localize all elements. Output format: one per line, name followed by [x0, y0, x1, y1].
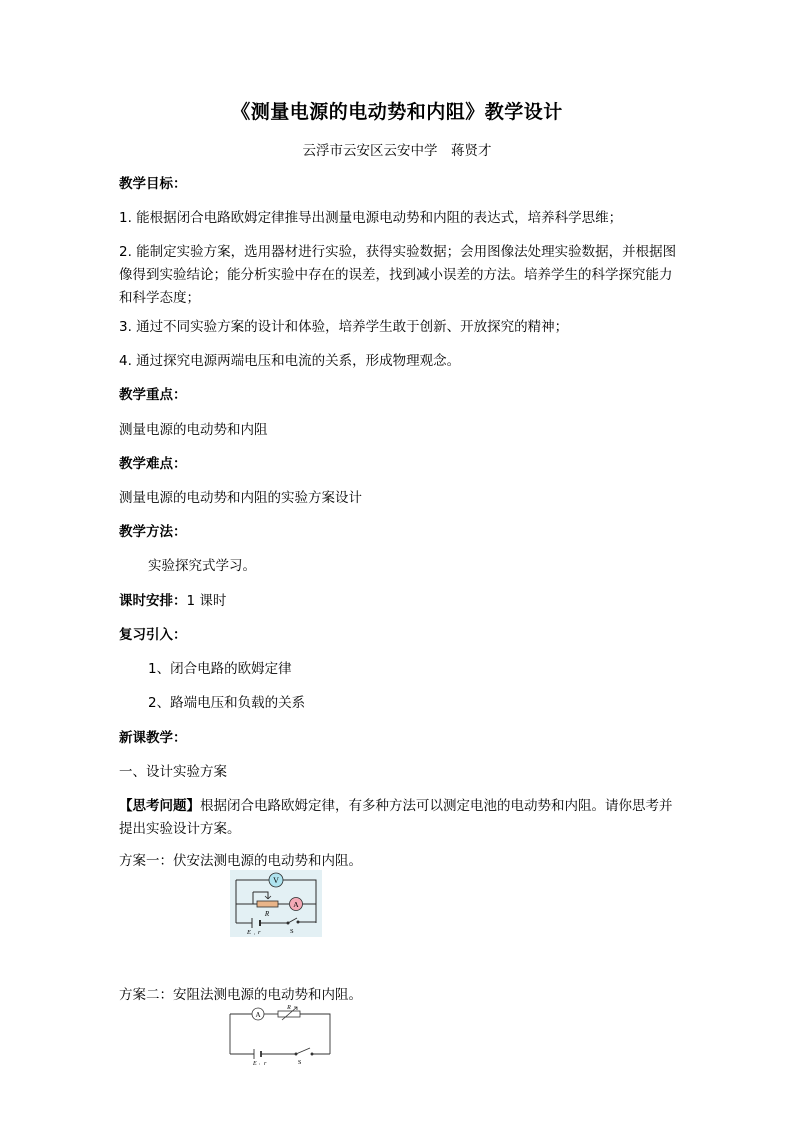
- review-item: 2、路端电压和负载的关系: [148, 695, 306, 711]
- ammeter-label: A: [255, 1011, 261, 1019]
- schedule-text: 1 课时: [186, 593, 227, 609]
- internal-resistance-label: r: [264, 1061, 267, 1067]
- separator-mark: ,: [254, 931, 256, 936]
- document-title: 《测量电源的电动势和内阻》教学设计: [231, 101, 563, 123]
- circuit-diagram-ammeter-resistance-box: [226, 1004, 334, 1068]
- schedule-heading: 课时安排：: [119, 593, 187, 609]
- switch-symbol: [295, 1048, 313, 1055]
- rheostat-symbol: [257, 901, 278, 907]
- emf-label: E: [247, 929, 251, 936]
- switch-label: S: [298, 1060, 302, 1066]
- plan-two-text: 方案二：安阻法测电源的电动势和内阻。: [119, 987, 362, 1003]
- new-lesson-heading: 新课教学：: [119, 730, 187, 746]
- question-text: 根据闭合电路欧姆定律，有多种方法可以测定电池的电动势和内阻。请你思考并提出实验设计方案。: [119, 798, 673, 837]
- objective-item: 1. 能根据闭合电路欧姆定律推导出测量电源电动势和内阻的表达式，培养科学思维；: [119, 210, 623, 226]
- separator-mark: ,: [259, 1061, 261, 1066]
- review-item: 1、闭合电路的欧姆定律: [148, 661, 292, 677]
- objective-item: 3. 通过不同实验方案的设计和体验，培养学生敢于创新、开放探究的精神；: [119, 319, 569, 335]
- internal-resistance-label: r: [258, 929, 261, 936]
- objective-item: 4. 通过探究电源两端电压和电流的关系，形成物理观念。: [119, 353, 461, 369]
- schedule-line: [119, 590, 679, 613]
- author-line: 云浮市云安区云安中学 蒋贤才: [302, 143, 492, 159]
- circuit-wires: [230, 1014, 330, 1054]
- question-tag: 【思考问题】: [119, 798, 200, 814]
- emf-label: E: [253, 1061, 257, 1067]
- method-text: 实验探究式学习。: [148, 558, 256, 574]
- section-heading: 一、设计实验方案: [119, 764, 227, 780]
- battery-symbol: [254, 1049, 261, 1059]
- key-point-heading: 教学重点：: [119, 387, 187, 403]
- ammeter-label: A: [293, 900, 299, 909]
- review-heading: 复习引入：: [119, 627, 187, 643]
- switch-label: S: [290, 928, 294, 935]
- resistor-label: R: [264, 910, 270, 918]
- method-heading: 教学方法：: [119, 524, 187, 540]
- key-point-text: 测量电源的电动势和内阻: [119, 422, 268, 438]
- difficulty-text: 测量电源的电动势和内阻的实验方案设计: [119, 490, 362, 506]
- difficulty-heading: 教学难点：: [119, 456, 187, 472]
- plan-one-text: 方案一：伏安法测电源的电动势和内阻。: [119, 853, 362, 869]
- circuit-diagram-voltmeter-ammeter: [230, 870, 322, 937]
- resistor-label: R: [287, 1005, 291, 1011]
- voltmeter-label: V: [273, 876, 279, 885]
- think-question: [119, 795, 679, 841]
- objective-item: 2. 能制定实验方案，选用器材进行实验，获得实验数据；会用图像法处理实验数据，并根据图像得到实验结论；能分析实验中存在的误差，找到减小误差的方法。培养学生的科学探究能力和科学态度；: [119, 244, 677, 306]
- objectives-heading: 教学目标：: [119, 176, 187, 192]
